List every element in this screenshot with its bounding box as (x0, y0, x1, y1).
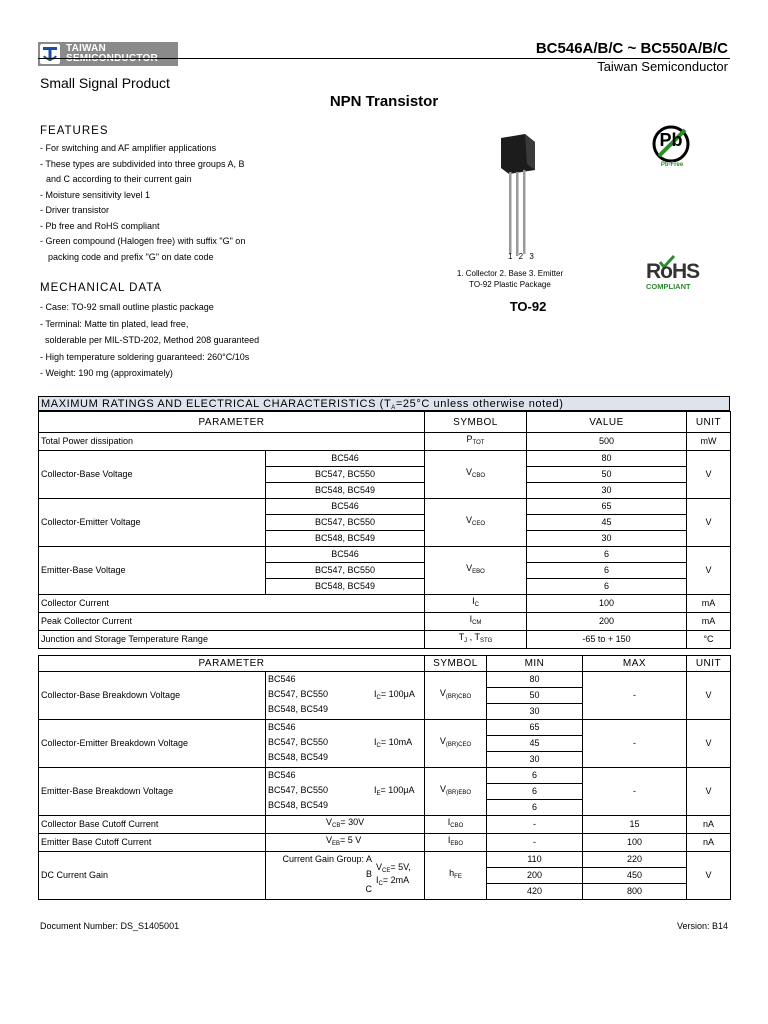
rohs-badge (644, 254, 704, 294)
table-row: Peak Collector Current $I_{CM}$ 200 mA (39, 613, 731, 631)
table-row: 50 (39, 688, 731, 704)
table-row: BC548, BC549 30 (39, 483, 731, 499)
page-title: NPN Transistor (329, 93, 439, 110)
table-row: Emitter Base Cutoff Current $V_{EB}= 5$ V $I_{EBO}$ - 100 nA (39, 834, 731, 852)
table-row: 200 450 (39, 868, 731, 884)
list-item: - Pb free and RoHS compliant (40, 220, 160, 231)
list-item: - For switching and AF amplifier applications (40, 143, 217, 153)
pb-symbol: Pb (659, 130, 683, 150)
list-item: - Driver transistor (40, 205, 110, 215)
document-number: Document Number: DS_S1405001 (40, 921, 180, 931)
header-parameter: PARAMETER (39, 412, 425, 433)
header-min: MIN (487, 656, 583, 672)
table-row: 6 (39, 784, 731, 800)
header-symbol: SYMBOL (425, 656, 487, 672)
table-row: Emitter-Base Breakdown Voltage BC546 BC547, BC550 BC548, BC549 $I_E= 100\mu A$ $V_{(BR)EBO}$ 6 - V (39, 768, 731, 784)
package-description: TO-92 Plastic Package (469, 280, 551, 289)
table-row: Emitter-Base Voltage BC546 $V_{EBO}$ 6 V (39, 547, 731, 563)
package-name: TO-92 (509, 299, 547, 314)
table-row: BC548, BC549 6 (39, 579, 731, 595)
header-parameter: PARAMETER (39, 656, 425, 672)
table-row: Collector-Emitter Voltage BC546 $V_{CEO}$ 65 V (39, 499, 731, 515)
header-unit: UNIT (687, 412, 731, 433)
header-unit: UNIT (687, 656, 731, 672)
list-item: and C according to their current gain (46, 174, 192, 184)
table-row: BC547, BC550 45 (39, 515, 731, 531)
table-row: BC547, BC550 6 (39, 563, 731, 579)
pin-numbers: 1 2 3 (508, 252, 536, 261)
pin-description: 1. Collector 2. Base 3. Emitter (456, 269, 564, 278)
list-item: - Weight: 190 mg (approximately) (40, 368, 173, 378)
table-header-row (39, 412, 731, 433)
header-value: VALUE (527, 412, 687, 433)
company-logo (38, 42, 178, 66)
electrical-characteristics-table (38, 655, 731, 900)
table-row: Total Power dissipation $P_{TOT}$ 500 mW (39, 433, 731, 451)
list-item: - Green compound (Halogen free) with suffix "G" on (40, 236, 246, 246)
rohs-label: RoHS (646, 260, 700, 283)
max-ratings-table (38, 411, 731, 649)
list-item: - Terminal: Matte tin plated, lead free, (40, 318, 189, 329)
part-number: BC546A/B/C ~ BC550A/B/C (535, 40, 728, 57)
table-row: Collector Base Cutoff Current $V_{CB}= 30V$ $I_{CBO}$ - 15 nA (39, 816, 731, 834)
product-type: Small Signal Product (40, 75, 170, 91)
mechanical-heading: MECHANICAL DATA (40, 282, 163, 294)
list-item: - Moisture sensitivity level 1 (40, 189, 151, 200)
table-row: DC Current Gain Current Gain Group: A B C $V_{CE}= 5V$, $I_C= 2mA$ $h_{FE}$ 110 220 V (39, 852, 731, 868)
header-symbol: SYMBOL (425, 412, 527, 433)
table-row: BC547, BC550 50 (39, 467, 731, 483)
table-row: Collector-Base Voltage BC546 $V_{CBO}$ 80 V (39, 451, 731, 467)
table-row: 30 (39, 752, 731, 768)
version: Version: B14 (676, 921, 728, 931)
rohs-compliant-label: COMPLIANT (646, 282, 691, 291)
list-item: solderable per MIL-STD-202, Method 208 guaranteed (45, 335, 260, 345)
header-max: MAX (583, 656, 687, 672)
pb-free-label: Pb-Free (660, 162, 684, 168)
table-header-row (39, 656, 731, 672)
logo-line-2: SEMICONDUCTOR (66, 53, 158, 64)
table-row: 420 800 (39, 884, 731, 900)
package-caption (448, 268, 572, 290)
list-item: packing code and prefix "G" on date code (48, 251, 214, 262)
features-heading: FEATURES (40, 125, 109, 137)
table-row: Collector Current $I_C$ 100 mA (39, 595, 731, 613)
table-row: 6 (39, 800, 731, 816)
company-name: Taiwan Semiconductor (597, 59, 728, 74)
pb-free-badge (649, 124, 695, 170)
table-row: 45 (39, 736, 731, 752)
to92-package-image (495, 132, 545, 262)
list-item: - High temperature soldering guaranteed: 260°C/10s (40, 351, 250, 362)
table-row: BC548, BC549 30 (39, 531, 731, 547)
table-row: Collector-Emitter Breakdown Voltage BC546 BC547, BC550 BC548, BC549 $I_C= 10mA$ $V_{(BR)CEO}$ 65 - V (39, 720, 731, 736)
ts-logo-icon (40, 44, 60, 64)
table-row: Collector-Base Breakdown Voltage BC546 BC547, BC550 BC548, BC549 $I_C= 100\mu A$ $V_{(BR)CBO}$ 80 - V (39, 672, 731, 688)
list-item: - Case: TO-92 small outline plastic package (40, 302, 214, 312)
logo-line-1: TAIWAN (66, 43, 106, 54)
table-row: 30 (39, 704, 731, 720)
table-row: Junction and Storage Temperature Range $T_J$ , $T_{STG}$ -65 to + 150 °C (39, 631, 731, 649)
ratings-banner: MAXIMUM RATINGS AND ELECTRICAL CHARACTERISTICS ($T_A=25^\circ C$ unless otherwise noted) (38, 396, 730, 411)
mechanical-list (40, 299, 259, 382)
features-list (40, 141, 245, 265)
list-item: - These types are subdivided into three groups A, B (40, 158, 245, 169)
